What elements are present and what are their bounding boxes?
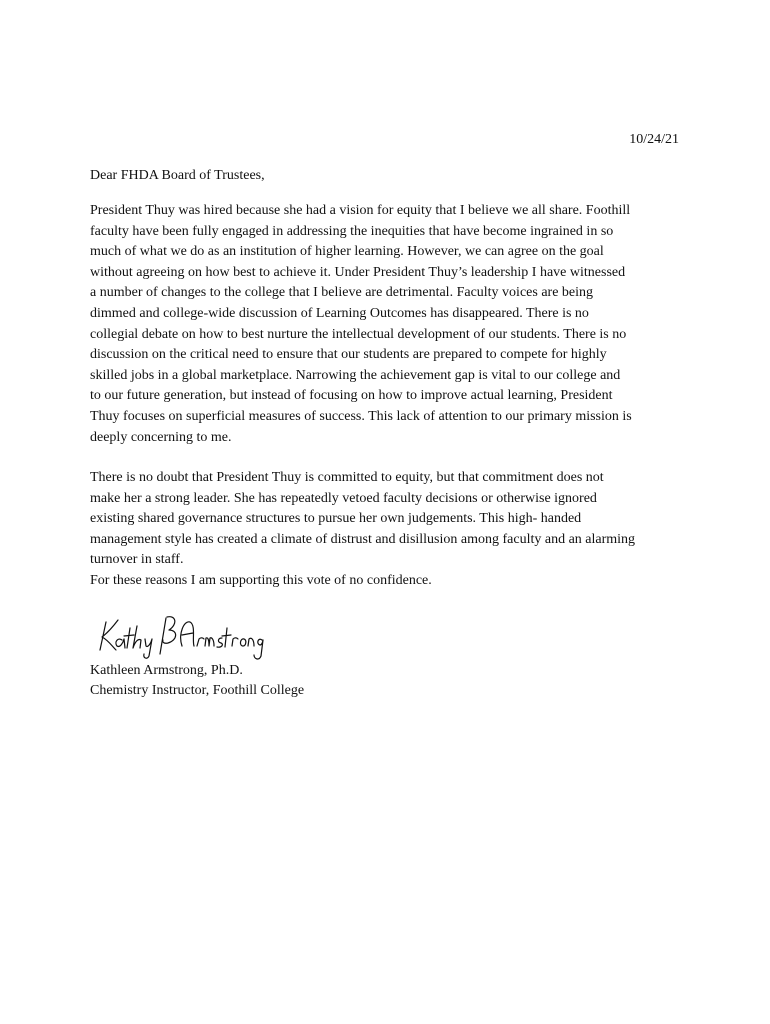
- closing-sentence: For these reasons I am supporting this vote of no confidence.: [90, 573, 432, 588]
- letter-date: 10/24/21: [629, 132, 679, 147]
- paragraph-2: There is no doubt that President Thuy is committed to equity, but that commitment does not make her a strong leader. She has repeatedly vetoed faculty decisions or otherwise ignored existing shared governance structures to pursue her own judgements. This high- handed management style has created a climate of distrust and disillusion among faculty and an alarming turnover in staff.: [90, 470, 636, 568]
- signer-name: Kathleen Armstrong, Ph.D.: [90, 663, 243, 678]
- paragraph-1: President Thuy was hired because she had a vision for equity that I believe we all share. Foothill faculty have been fully engaged in addressing the inequities that have become ingrained in so much of what we do as an institution of higher learning. However, we can agree on the goal without agreeing on how best to achieve it. Under President Thuy’s leadership I have witnessed a number of changes to the college that I believe are detrimental. Faculty voices are being dimmed and college-wide discussion of Learning Outcomes has disappeared. There is no collegial debate on how to best nurture the intellectual development of our students. There is no discussion on the critical need to ensure that our students are prepared to compete for highly skilled jobs in a global marketplace. Narrowing the achievement gap is vital to our college and to our future generation, but instead of focusing on how to improve actual learning, President Thuy focuses on superficial measures of success. This lack of attention to our primary mission is deeply concerning to me.: [90, 203, 632, 445]
- handwritten-signature: [96, 610, 266, 662]
- salutation: Dear FHDA Board of Trustees,: [90, 168, 265, 183]
- signer-title: Chemistry Instructor, Foothill College: [90, 683, 305, 698]
